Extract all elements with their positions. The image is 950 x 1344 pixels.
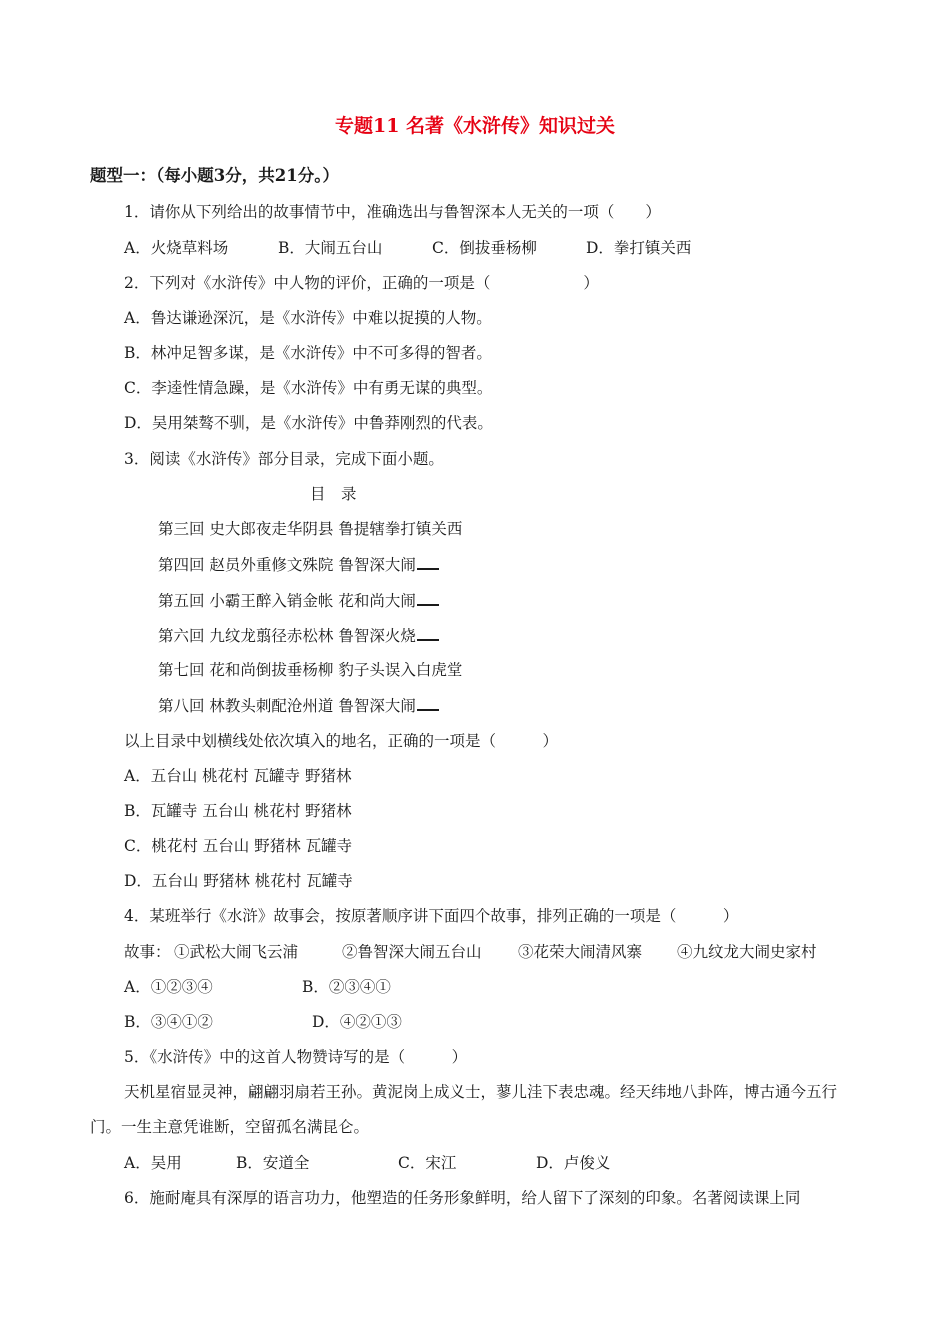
- q4-option-d: D．④②①③: [312, 1013, 402, 1031]
- q3-option-c: C．桃花村 五台山 野猪林 瓦罐寺: [124, 837, 353, 855]
- q2-option-d: D．吴用桀骜不驯，是《水浒传》中鲁莽刚烈的代表。: [124, 414, 493, 432]
- toc-entry-text: 第四回 赵员外重修文殊院 鲁智深大闹: [158, 556, 416, 574]
- q6-stem: 6．施耐庵具有深厚的语言功力，他塑造的任务形象鲜明，给人留下了深刻的印象。名著阅读课上同: [124, 1189, 801, 1207]
- q1-option-c: C．倒拔垂杨柳: [432, 239, 537, 257]
- toc-entry: 第七回 花和尚倒拔垂杨柳 豹子头误入白虎堂: [158, 661, 463, 679]
- q3-option-d: D．五台山 野猪林 桃花村 瓦罐寺: [124, 872, 353, 890]
- q2-stem: 2．下列对《水浒传》中人物的评价，正确的一项是（ ）: [124, 274, 599, 292]
- q3-question: 以上目录中划横线处依次填入的地名，正确的一项是（ ）: [124, 732, 559, 750]
- q2-option-b: B．林冲足智多谋，是《水浒传》中不可多得的智者。: [124, 344, 492, 362]
- q1-option-a: A．火烧草料场: [124, 239, 229, 257]
- q5-option-a: A．吴用: [124, 1154, 182, 1172]
- q4-story: ①武松大闹飞云浦: [174, 943, 299, 961]
- toc-entry: [158, 554, 439, 575]
- fill-blank-line: [417, 554, 439, 570]
- q1-stem: 1．请你从下列给出的故事情节中，准确选出与鲁智深本人无关的一项（ ）: [124, 203, 661, 221]
- q2-option-c: C．李逵性情急躁，是《水浒传》中有勇无谋的典型。: [124, 379, 493, 397]
- q3-option-b: B．瓦罐寺 五台山 桃花村 野猪林: [124, 802, 352, 820]
- toc-entry: [158, 695, 439, 716]
- q4-option-a: A．①②③④: [124, 978, 213, 996]
- q3-stem: 3．阅读《水浒传》部分目录，完成下面小题。: [124, 450, 444, 468]
- fill-blank-line: [417, 695, 439, 711]
- q4-stem: 4．某班举行《水浒》故事会，按原著顺序讲下面四个故事，排列正确的一项是（ ）: [124, 907, 739, 925]
- fill-blank-line: [417, 590, 439, 606]
- q4-option-b: B．②③④①: [302, 978, 391, 996]
- q4-story: ④九纹龙大闹史家村: [677, 943, 817, 961]
- q4-option-c: B．③④①②: [124, 1013, 213, 1031]
- q2-option-a: A．鲁达谦逊深沉，是《水浒传》中难以捉摸的人物。: [124, 309, 492, 327]
- toc-entry-text: 第五回 小霸王醉入销金帐 花和尚大闹: [158, 592, 416, 610]
- toc-heading: 目 录: [310, 485, 357, 503]
- fill-blank-line: [417, 625, 439, 641]
- toc-entry-text: 第六回 九纹龙翦径赤松林 鲁智深火烧: [158, 627, 416, 645]
- toc-entry-text: 第八回 林教头刺配沧州道 鲁智深大闹: [158, 697, 416, 715]
- toc-entry: [158, 590, 439, 611]
- q4-story: ②鲁智深大闹五台山: [342, 943, 482, 961]
- toc-entry: [158, 625, 439, 646]
- q1-option-d: D．拳打镇关西: [586, 239, 692, 257]
- q4-story: ③花荣大闹清风寨: [518, 943, 643, 961]
- section-heading: 题型一：（每小题3分，共21分。）: [90, 166, 339, 185]
- q5-option-d: D．卢俊义: [536, 1154, 611, 1172]
- page-title: 专题11 名著《水浒传》知识过关: [334, 115, 616, 137]
- q3-option-a: A．五台山 桃花村 瓦罐寺 野猪林: [124, 767, 352, 785]
- q4-stories-label: 故事：: [124, 943, 171, 961]
- q5-stem: 5．《水浒传》中的这首人物赞诗写的是（ ）: [124, 1048, 468, 1066]
- q5-option-b: B．安道全: [236, 1154, 310, 1172]
- q5-poem: 天机星宿显灵神，翩翩羽扇若王孙。黄泥岗上成义士，蓼儿洼下表忠魂。经天纬地八卦阵，博古通今五行门。一生主意凭谁断，空留孤名满昆仑。: [90, 1083, 838, 1136]
- q5-option-c: C．宋江: [398, 1154, 457, 1172]
- toc-entry: 第三回 史大郎夜走华阴县 鲁提辖拳打镇关西: [158, 520, 463, 538]
- q1-option-b: B．大闹五台山: [278, 239, 383, 257]
